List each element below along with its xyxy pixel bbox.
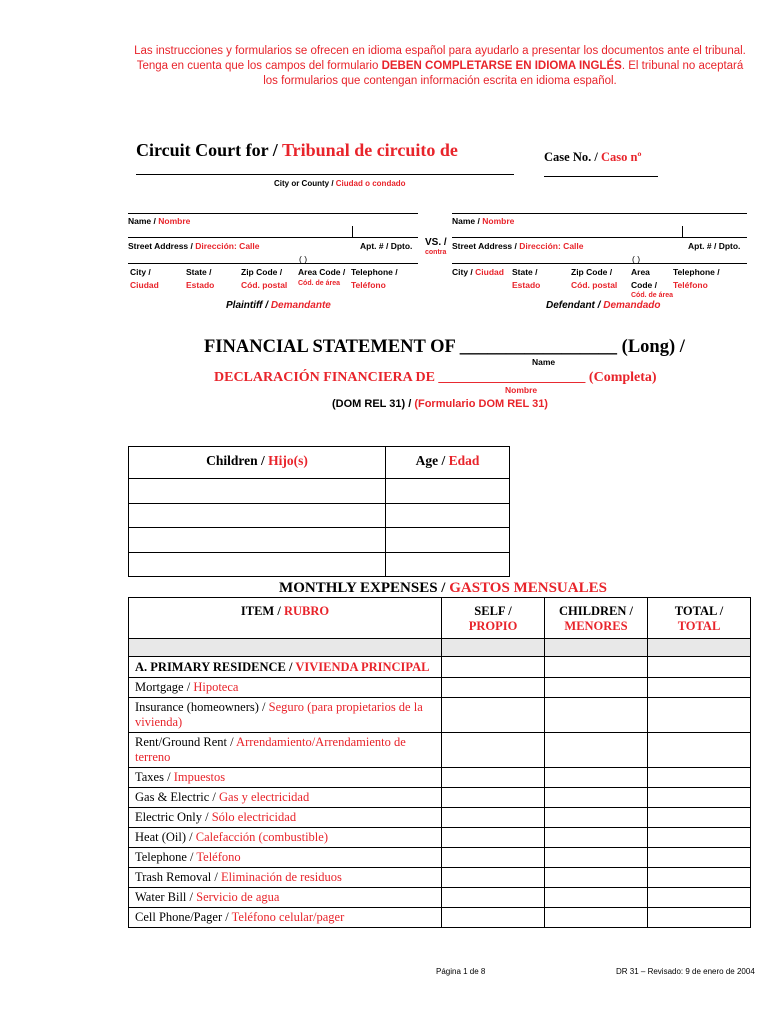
expense-row <box>129 808 751 828</box>
plaintiff-apt-label: Apt. # / Dpto. <box>360 241 413 251</box>
children-table <box>128 446 510 577</box>
expense-item-es: Sólo electricidad <box>211 810 297 824</box>
financial-statement-subtitle-es: DECLARACIÓN FINANCIERA DE _____________________ (Completa) <box>214 370 657 385</box>
expense-row <box>129 868 751 888</box>
plaintiff-street-label: Street Address / Dirección: Calle <box>128 241 260 251</box>
expense-item-label <box>129 698 442 733</box>
expense-row <box>129 733 751 768</box>
expense-item-es: Teléfono celular/pager <box>231 910 345 924</box>
notice-line-2: Tenga en cuenta que los campos del formulario DEBEN COMPLETARSE EN IDIOMA INGLÉS. El tribunal no aceptará <box>136 60 744 72</box>
expense-item-en: Heat (Oil) / <box>135 830 196 844</box>
table-row <box>129 503 510 528</box>
total-amount-cell[interactable] <box>648 733 751 768</box>
self-amount-cell[interactable] <box>442 768 545 788</box>
self-amount-cell[interactable] <box>442 808 545 828</box>
plaintiff-telephone-label: Telephone / Teléfono <box>351 267 398 290</box>
self-amount-cell[interactable] <box>442 657 545 678</box>
city-county-caption: City or County / Ciudad o condado <box>274 179 406 188</box>
notice-line-1: Las instrucciones y formularios se ofrecen en idioma español para ayudarlo a presentar los documentos ante el tribunal. <box>134 45 746 57</box>
spacer-cell <box>129 639 442 657</box>
plaintiff-state-label: State / Estado <box>186 267 215 290</box>
total-amount-cell[interactable] <box>648 657 751 678</box>
expenses-header-row <box>129 598 751 639</box>
plaintiff-area-code-label: Area Code / Cód. de área <box>298 267 346 287</box>
expense-item-label <box>129 848 442 868</box>
expense-item-es: Calefacción (combustible) <box>195 830 328 844</box>
total-amount-cell[interactable] <box>648 888 751 908</box>
expense-row <box>129 788 751 808</box>
expense-item-en: Mortgage / <box>135 680 194 694</box>
children-amount-cell[interactable] <box>545 788 648 808</box>
total-amount-cell[interactable] <box>648 868 751 888</box>
plaintiff-zip-label: Zip Code / Cód. postal <box>241 267 288 290</box>
section-primary-residence-row <box>129 657 751 678</box>
defendant-name-label: Name / Nombre <box>452 216 515 226</box>
children-amount-cell[interactable] <box>545 848 648 868</box>
total-amount-cell[interactable] <box>648 908 751 928</box>
child-name-cell[interactable] <box>129 479 386 504</box>
expense-item-en: Water Bill / <box>135 890 197 904</box>
defendant-area-code-label: Area Code / Cód. de área <box>631 267 674 299</box>
self-amount-cell[interactable] <box>442 868 545 888</box>
self-amount-cell[interactable] <box>442 788 545 808</box>
spacer-cell <box>442 639 545 657</box>
form-revision: DR 31 – Revisado: 9 de enero de 2004 <box>616 967 755 976</box>
expense-item-label <box>129 868 442 888</box>
statement-name-blank[interactable]: _________________ <box>459 337 618 357</box>
expense-item-en: Gas & Electric / <box>135 790 219 804</box>
nombre-caption: Nombre <box>505 385 538 395</box>
total-amount-cell[interactable] <box>648 698 751 733</box>
expense-item-es: Hipoteca <box>193 680 239 694</box>
notice-emphasis: DEBEN COMPLETARSE EN IDIOMA INGLÉS <box>381 60 622 72</box>
children-amount-cell[interactable] <box>545 888 648 908</box>
defendant-state-label: State / Estado <box>512 267 541 290</box>
defendant-street-field[interactable] <box>452 263 747 264</box>
child-age-cell[interactable] <box>386 503 510 528</box>
total-amount-cell[interactable] <box>648 828 751 848</box>
child-name-cell[interactable] <box>129 552 386 577</box>
spacer-cell <box>545 639 648 657</box>
court-title: Circuit Court for / Tribunal de circuito de <box>136 140 458 160</box>
expense-item-es: Seguro (para propietarios de la vivienda) <box>135 700 423 729</box>
defendant-apt-divider <box>682 226 683 238</box>
child-name-cell[interactable] <box>129 528 386 553</box>
monthly-expenses-table <box>128 597 751 928</box>
page-number: Página 1 de 8 <box>436 967 486 976</box>
children-amount-cell[interactable] <box>545 678 648 698</box>
table-row <box>129 552 510 577</box>
children-amount-cell[interactable] <box>545 808 648 828</box>
plaintiff-name-field[interactable] <box>128 237 418 238</box>
expense-row <box>129 768 751 788</box>
name-caption: Name <box>532 357 556 367</box>
case-number-field[interactable] <box>544 176 658 177</box>
children-amount-cell[interactable] <box>545 828 648 848</box>
expense-item-en: Trash Removal / <box>135 870 221 884</box>
expense-item-label <box>129 828 442 848</box>
expense-item-label <box>129 678 442 698</box>
children-amount-cell[interactable] <box>545 768 648 788</box>
children-expense-column-header: CHILDREN / MENORES <box>545 598 648 639</box>
total-amount-cell[interactable] <box>648 808 751 828</box>
defendant-role-label: Defendant / Demandado <box>546 300 661 311</box>
expense-item-es: Arrendamiento/Arrendamiento de terreno <box>135 735 406 764</box>
self-amount-cell[interactable] <box>442 888 545 908</box>
total-amount-cell[interactable] <box>648 768 751 788</box>
plaintiff-street-field[interactable] <box>128 263 418 264</box>
plaintiff-apt-divider <box>352 226 353 238</box>
defendant-name-field[interactable] <box>452 237 747 238</box>
child-age-cell[interactable] <box>386 552 510 577</box>
self-amount-cell[interactable] <box>442 848 545 868</box>
item-column-header: ITEM / RUBRO <box>129 598 442 639</box>
children-amount-cell[interactable] <box>545 698 648 733</box>
expense-item-es: Teléfono <box>196 850 241 864</box>
defendant-telephone-label: Telephone / Teléfono <box>673 267 720 290</box>
table-row <box>129 479 510 504</box>
plaintiff-name-label: Name / Nombre <box>128 216 191 226</box>
children-amount-cell[interactable] <box>545 733 648 768</box>
defendant-apt-label: Apt. # / Dpto. <box>688 241 741 251</box>
total-amount-cell[interactable] <box>648 788 751 808</box>
defendant-zip-label: Zip Code / Cód. postal <box>571 267 618 290</box>
expense-row <box>129 888 751 908</box>
expense-row <box>129 698 751 733</box>
children-amount-cell[interactable] <box>545 868 648 888</box>
expense-item-label <box>129 733 442 768</box>
self-amount-cell[interactable] <box>442 698 545 733</box>
children-amount-cell[interactable] <box>545 657 648 678</box>
total-column-header: TOTAL / TOTAL <box>648 598 751 639</box>
expense-item-es: Impuestos <box>173 770 226 784</box>
self-amount-cell[interactable] <box>442 733 545 768</box>
spanish-instructions-notice <box>120 44 760 89</box>
section-primary-residence-label: A. PRIMARY RESIDENCE / VIVIENDA PRINCIPAL <box>129 657 442 678</box>
table-row <box>129 528 510 553</box>
expense-row <box>129 908 751 928</box>
self-amount-cell[interactable] <box>442 908 545 928</box>
expense-item-en: Taxes / <box>135 770 174 784</box>
defendant-city-label: City / Ciudad <box>452 267 504 277</box>
expense-item-es: Servicio de agua <box>196 890 280 904</box>
child-name-cell[interactable] <box>129 503 386 528</box>
plaintiff-area-code-parens: ( ) <box>299 254 308 264</box>
spacer-cell <box>648 639 751 657</box>
defendant-top-rule <box>452 213 747 214</box>
form-code: (DOM REL 31) / (Formulario DOM REL 31) <box>332 398 548 410</box>
self-column-header: SELF / PROPIO <box>442 598 545 639</box>
expense-row <box>129 678 751 698</box>
self-amount-cell[interactable] <box>442 828 545 848</box>
age-column-header: Age / Edad <box>386 447 510 479</box>
expense-item-en: Electric Only / <box>135 810 212 824</box>
plaintiff-role-label: Plaintiff / Demandante <box>226 300 331 311</box>
expense-item-label <box>129 888 442 908</box>
defendant-street-label: Street Address / Dirección: Calle <box>452 241 584 251</box>
self-amount-cell[interactable] <box>442 678 545 698</box>
children-column-header: Children / Hijo(s) <box>129 447 386 479</box>
expense-item-en: Insurance (homeowners) / <box>135 700 269 714</box>
expense-item-en: Cell Phone/Pager / <box>135 910 232 924</box>
notice-line-3: los formularios que contengan información escrita en idioma español. <box>263 75 617 87</box>
expense-item-en: Rent/Ground Rent / <box>135 735 237 749</box>
expenses-shaded-spacer-row <box>129 639 751 657</box>
expense-item-en: Telephone / <box>135 850 197 864</box>
defendant-area-code-parens: ( ) <box>632 254 641 264</box>
expense-item-label <box>129 788 442 808</box>
expense-item-label <box>129 768 442 788</box>
expense-row <box>129 848 751 868</box>
financial-statement-title: FINANCIAL STATEMENT OF _________________ (Long) / <box>204 337 685 357</box>
expense-row <box>129 828 751 848</box>
statement-nombre-blank[interactable]: _____________________ <box>438 370 586 385</box>
plaintiff-top-rule <box>128 213 418 214</box>
children-table-header <box>129 447 510 479</box>
monthly-expenses-title: MONTHLY EXPENSES / GASTOS MENSUALES <box>279 580 607 596</box>
plaintiff-city-label: City / Ciudad <box>130 267 159 290</box>
versus-label: VS. / contra <box>425 237 447 256</box>
total-amount-cell[interactable] <box>648 848 751 868</box>
case-number-label: Case No. / Caso nº <box>544 150 642 164</box>
children-amount-cell[interactable] <box>545 908 648 928</box>
expense-item-es: Eliminación de residuos <box>221 870 342 884</box>
child-age-cell[interactable] <box>386 528 510 553</box>
expense-item-label <box>129 908 442 928</box>
court-location-field[interactable] <box>136 174 514 175</box>
expense-item-label <box>129 808 442 828</box>
total-amount-cell[interactable] <box>648 678 751 698</box>
child-age-cell[interactable] <box>386 479 510 504</box>
expense-item-es: Gas y electricidad <box>219 790 310 804</box>
